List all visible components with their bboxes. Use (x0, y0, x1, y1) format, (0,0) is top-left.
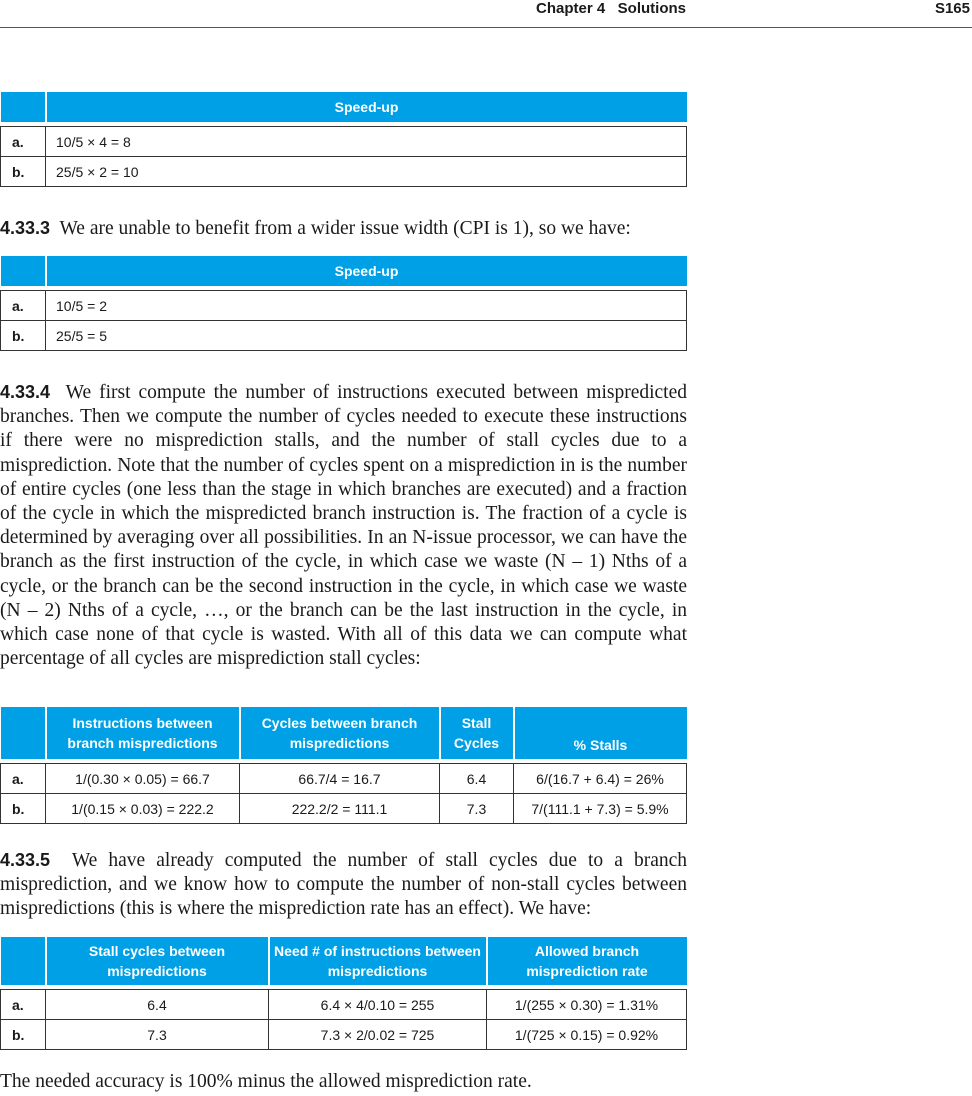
corner-header-cell (1, 937, 46, 985)
column-header: Instructions between branch mispredictions (46, 707, 240, 759)
closing-paragraph: The needed accuracy is 100% minus the allowed misprediction rate. (0, 1071, 532, 1092)
table-cell: 7.3 (46, 1020, 269, 1050)
table-cell: 7.3 (440, 794, 514, 824)
table-cell: 1/(255 × 0.30) = 1.31% (487, 990, 687, 1020)
speedup-value: 10/5 = 2 (46, 291, 687, 321)
table-row (1, 990, 687, 1020)
column-header: Need # of instructions between mispredictions (269, 937, 487, 985)
column-header: Stall Cycles (440, 707, 514, 759)
table-row (1, 794, 687, 824)
section-number: 4.33.4 (0, 382, 51, 402)
speedup-value: 25/5 = 5 (46, 321, 687, 351)
row-label: b. (1, 157, 46, 187)
stall-table (0, 707, 687, 824)
page-number: S165 (934, 0, 970, 17)
table-cell: 7.3 × 2/0.02 = 725 (269, 1020, 487, 1050)
speedup-value: 10/5 × 4 = 8 (46, 127, 687, 157)
speedup-value: 25/5 × 2 = 10 (46, 157, 687, 187)
corner-header-cell (1, 256, 46, 286)
section-4-33-3 (0, 216, 687, 241)
row-label: a. (1, 990, 46, 1020)
column-header: % Stalls (514, 707, 687, 759)
section-number: 4.33.3 (0, 218, 51, 238)
speedup-header: Speed-up (46, 256, 687, 286)
table-cell: 6.4 (440, 764, 514, 794)
column-header: Stall cycles between mispredictions (46, 937, 269, 985)
table-row (1, 291, 687, 321)
row-label: b. (1, 794, 46, 824)
chapter-title: Chapter 4 Solutions (535, 0, 686, 17)
row-label: b. (1, 1020, 46, 1050)
row-label: a. (1, 127, 46, 157)
section-number: 4.33.5 (0, 850, 51, 870)
row-label: b. (1, 321, 46, 351)
table-cell: 6.4 × 4/0.10 = 255 (269, 990, 487, 1020)
table-row (1, 1020, 687, 1050)
table-row (1, 321, 687, 351)
table-cell: 6/(16.7 + 6.4) = 26% (514, 764, 687, 794)
speedup-header: Speed-up (46, 92, 687, 122)
column-header: Allowed branch misprediction rate (487, 937, 687, 985)
table-cell: 1/(0.15 × 0.03) = 222.2 (46, 794, 240, 824)
column-header: Cycles between branch mispredictions (240, 707, 440, 759)
speedup-table-2 (0, 256, 687, 351)
table-cell: 6.4 (46, 990, 269, 1020)
section-text: We first compute the number of instructions executed between mispredicted branches. Then we compute the number of cycles needed to execute these instructions if there were no misprediction stalls, and the number of stall cycles due to a misprediction. Note that the number of cycles spent on a misprediction in is the number of entire cycles (one less than the stage in which branches are executed) and a fraction of the cycle in which the mispredicted branch instruction is. The fraction of a cycle is determined by averaging over all possibilities. In an N-issue processor, we can have the branch as the first instruction of the cycle, in which case we waste (N – 1) Nths of a cycle, or the branch can be the second instruction in the cycle, in which case we waste (N – 2) Nths of a cycle, …, or the branch can be the last instruction in the cycle, in which case none of that cycle is wasted. With all of this data we can compute what percentage of all cycles are misprediction stall cycles: (0, 382, 688, 670)
misprediction-rate-table (0, 937, 687, 1050)
row-label: a. (1, 291, 46, 321)
running-header (0, 0, 972, 28)
table-cell: 7/(111.1 + 7.3) = 5.9% (514, 794, 687, 824)
speedup-table-1 (0, 92, 687, 187)
section-text: We have already computed the number of stall cycles due to a branch misprediction, and we know how to compute the number of non-stall cycles between mispredictions (this is where the misprediction rate has an effect). We have: (0, 850, 688, 920)
corner-header-cell (1, 707, 46, 759)
table-cell: 222.2/2 = 111.1 (240, 794, 440, 824)
corner-header-cell (1, 92, 46, 122)
table-cell: 1/(0.30 × 0.05) = 66.7 (46, 764, 240, 794)
table-cell: 1/(725 × 0.15) = 0.92% (487, 1020, 687, 1050)
section-4-33-5 (0, 848, 687, 922)
table-row (1, 764, 687, 794)
table-row (1, 127, 687, 157)
row-label: a. (1, 764, 46, 794)
section-text: We are unable to benefit from a wider issue width (CPI is 1), so we have: (59, 218, 631, 239)
section-4-33-4 (0, 380, 687, 671)
table-row (1, 157, 687, 187)
table-cell: 66.7/4 = 16.7 (240, 764, 440, 794)
